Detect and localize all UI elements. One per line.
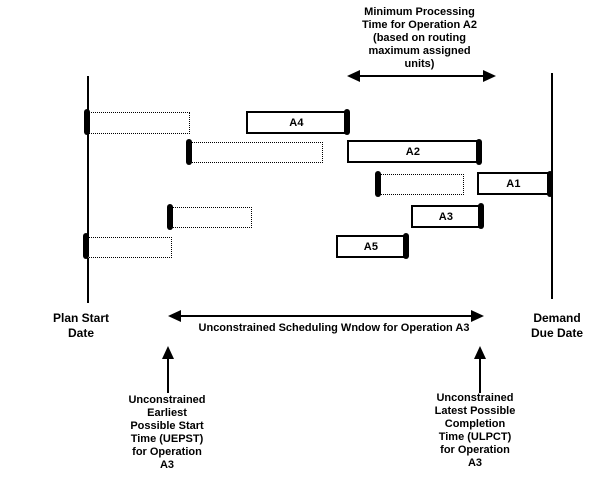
arrow-shaft bbox=[479, 355, 481, 393]
window-bar-a2-dotted bbox=[190, 142, 323, 163]
annotation-line: Unconstrained bbox=[436, 392, 514, 404]
bar-a2 bbox=[347, 140, 479, 163]
annotation-line: A3 bbox=[159, 459, 175, 471]
start-marker-a2 bbox=[186, 139, 192, 165]
scheduling-window-label bbox=[167, 322, 501, 335]
start-marker-a5 bbox=[83, 233, 89, 259]
annotation-line: Completion bbox=[444, 418, 506, 430]
end-marker-a2 bbox=[476, 139, 482, 165]
arrowhead-right-icon bbox=[483, 70, 496, 82]
annotation-line: Minimum Processing bbox=[364, 6, 475, 18]
end-marker-a1 bbox=[547, 171, 553, 197]
bar-label-a4: A4 bbox=[289, 116, 304, 129]
annotation-line: Unconstrained bbox=[128, 394, 206, 406]
axis-label-line: Demand bbox=[533, 311, 581, 325]
plan-start-date-label bbox=[26, 311, 136, 341]
annotation-line: for Operation bbox=[132, 446, 202, 458]
min-processing-annotation bbox=[329, 6, 510, 71]
scheduling-window-text: Unconstrained Scheduling Wndow for Operation A3 bbox=[198, 322, 470, 334]
axis-label-line: Plan Start bbox=[52, 311, 109, 325]
bar-a3 bbox=[411, 205, 481, 228]
start-marker-a4 bbox=[84, 109, 90, 135]
annotation-line: for Operation bbox=[440, 444, 510, 456]
annotation-line: Time (UEPST) bbox=[130, 433, 204, 445]
annotation-line: Time for Operation A2 bbox=[362, 19, 477, 31]
bar-a1 bbox=[477, 172, 550, 195]
start-marker-a3 bbox=[167, 204, 173, 230]
end-marker-a3 bbox=[478, 203, 484, 229]
annotation-line: Possible Start bbox=[130, 420, 204, 432]
scheduling-window-arrow bbox=[168, 310, 484, 322]
arrow-shaft bbox=[167, 355, 169, 393]
uepst-annotation bbox=[102, 394, 232, 472]
demand-due-date-label bbox=[502, 311, 612, 341]
ulpct-annotation bbox=[410, 392, 540, 470]
annotation-line: Earliest bbox=[147, 407, 187, 419]
annotation-line: Latest Possible bbox=[434, 405, 516, 417]
annotation-line: Time (ULPCT) bbox=[438, 431, 512, 443]
annotation-line: units) bbox=[404, 58, 435, 70]
bar-label-a5: A5 bbox=[363, 240, 379, 253]
bar-label-a1: A1 bbox=[506, 177, 521, 190]
bar-a4 bbox=[246, 111, 347, 134]
annotation-line: maximum assigned bbox=[368, 45, 471, 57]
annotation-line: (based on routing bbox=[373, 32, 466, 44]
bar-label-a3: A3 bbox=[438, 210, 454, 223]
window-bar-a1-dotted bbox=[379, 174, 464, 195]
axis-label-line: Due Date bbox=[530, 326, 583, 340]
arrow-shaft bbox=[356, 75, 487, 77]
window-bar-a4-dotted bbox=[88, 112, 190, 134]
window-bar-a3-dotted bbox=[171, 207, 252, 228]
end-marker-a5 bbox=[403, 233, 409, 259]
min-processing-time-arrow bbox=[347, 70, 496, 82]
start-marker-a1 bbox=[375, 171, 381, 197]
arrowhead-right-icon bbox=[471, 310, 484, 322]
annotation-line: A3 bbox=[467, 457, 483, 469]
ulpct-pointer-arrow bbox=[474, 346, 486, 393]
window-bar-a5-dotted bbox=[87, 237, 172, 258]
axis-label-line: Date bbox=[67, 326, 94, 340]
bar-label-a2: A2 bbox=[405, 145, 421, 158]
bar-a5 bbox=[336, 235, 406, 258]
uepst-pointer-arrow bbox=[162, 346, 174, 393]
arrow-shaft bbox=[177, 315, 475, 317]
end-marker-a4 bbox=[344, 109, 350, 135]
